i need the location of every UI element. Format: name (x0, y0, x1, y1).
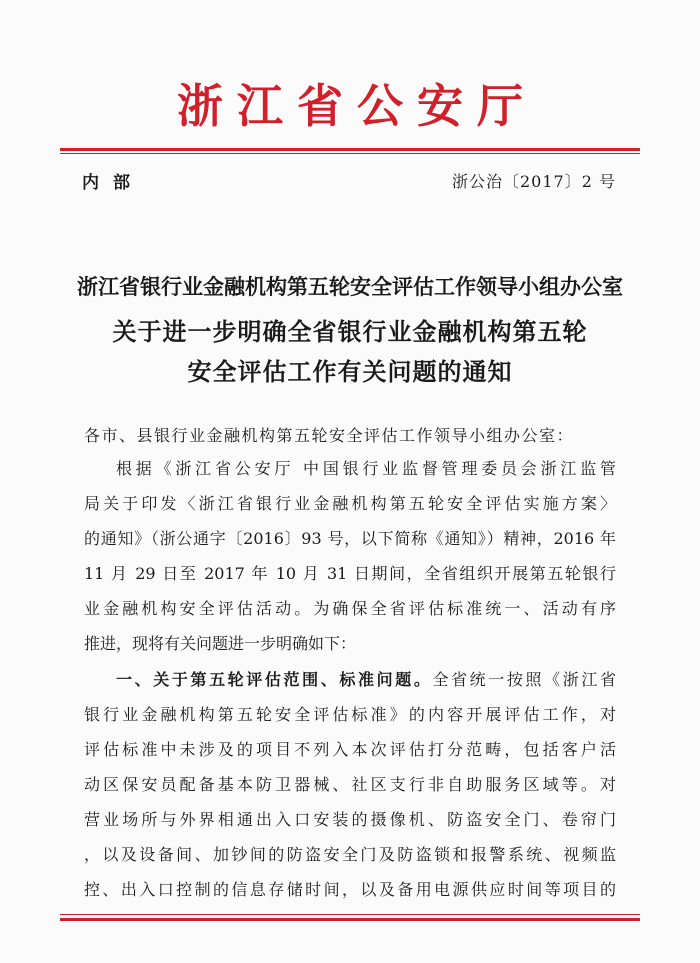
issuer-line: 浙江省银行业金融机构第五轮安全评估工作领导小组办公室 (77, 274, 623, 299)
section1-line: 银行业金融机构第五轮安全评估标准》的内容开展评估工作，对 (84, 705, 616, 724)
section1-first-line (116, 670, 616, 690)
section1-first-rest: 全省统一按照《浙江省 (432, 670, 616, 689)
section1-heading: 一、关于第五轮评估范围、标准问题。 (116, 670, 433, 689)
org-title: 浙江省公安厅 (177, 79, 537, 133)
paragraph-line: 的通知》（浙公通字〔2016〕93 号，以下简称《通知》）精神，2016 年 (84, 529, 616, 548)
section1-line: 动区保安员配备基本防卫器械、社区支行非自助服务区域等。对 (84, 775, 616, 794)
document-number: 浙公治〔2017〕2 号 (452, 172, 616, 191)
paragraph-line: 业金融机构安全评估活动。为确保全省评估标准统一、活动有序 (84, 599, 616, 618)
classification-label: 内部 (82, 173, 144, 193)
section1-line: 营业场所与外界相通出入口安装的摄像机、防盗安全门、卷帘门 (84, 810, 616, 829)
paragraph-line: 局关于印发〈浙江省银行业金融机构第五轮安全评估实施方案〉 (84, 494, 616, 513)
section1-line: ，以及设备间、加钞间的防盗安全门及防盗锁和报警系统、视频监 (84, 845, 616, 864)
salutation: 各市、县银行业金融机构第五轮安全评估工作领导小组办公室： (84, 426, 575, 445)
footer-divider-thick (60, 918, 640, 921)
footer-divider-thin (60, 914, 640, 915)
header-divider-thin (60, 153, 640, 154)
section1-line: 评估标准中未涉及的项目不列入本次评估打分范畴，包括客户活 (84, 740, 616, 759)
header-divider-thick (60, 148, 640, 151)
paragraph-line: 11 月 29 日至 2017 年 10 月 31 日期间，全省组织开展第五轮银行 (84, 564, 616, 583)
section1-line: 控、出入口控制的信息存储时间，以及备用电源供应时间等项目的 (84, 880, 616, 899)
paragraph-line: 推进，现将有关问题进一步明确如下： (84, 634, 357, 653)
notice-title-line1: 关于进一步明确全省银行业金融机构第五轮 (112, 317, 588, 346)
paragraph-line: 根据《浙江省公安厅 中国银行业监督管理委员会浙江监管 (116, 459, 616, 478)
notice-title-line2: 安全评估工作有关问题的通知 (187, 357, 513, 386)
